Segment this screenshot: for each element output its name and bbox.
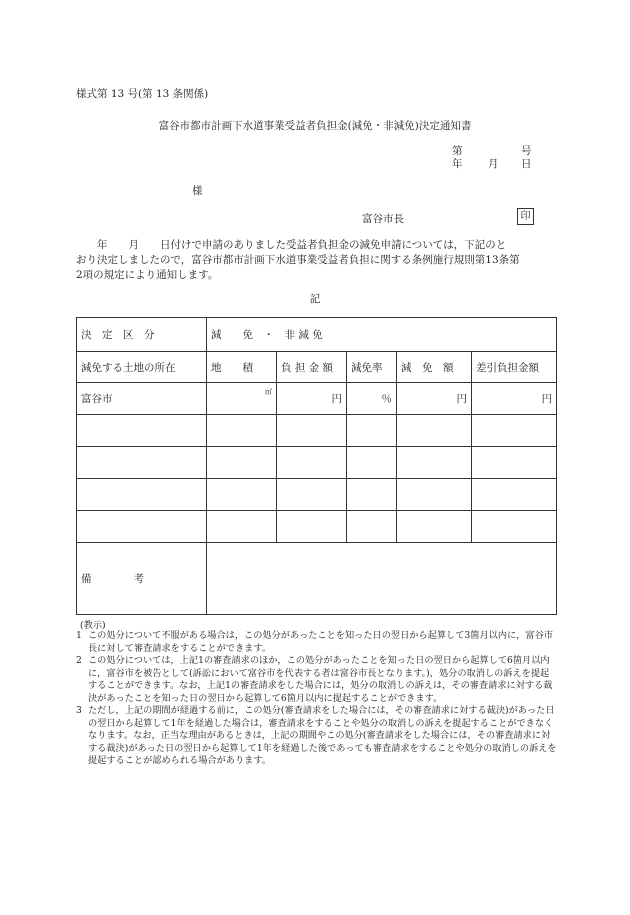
header-area: 地 積 [207,352,277,383]
rate-cell [347,479,397,511]
net-cell [472,479,557,511]
rate-cell [347,511,397,543]
amount-cell: 円 [277,383,347,415]
rate-cell [347,447,397,479]
table-row [77,479,557,511]
body-line-2: おり決定しましたので，富谷市都市計画下水道事業受益者負担に関する条例施行規則第13条第 [76,254,520,266]
decision-label-cell: 決 定 区 分 [77,318,207,352]
reduction-cell: 円 [397,383,472,415]
amount-cell [277,447,347,479]
rate-cell [347,415,397,447]
table-row [77,383,557,415]
table-row [77,415,557,447]
amount-cell [277,479,347,511]
number-suffix: 号 [521,145,532,157]
decision-value-cell: 減 免 ・ 非 減 免 [207,318,557,352]
amount-cell [277,511,347,543]
table-row [77,511,557,543]
remarks-label: 備 考 [77,543,207,615]
table-row [77,447,557,479]
net-cell [472,511,557,543]
sender: 富谷市長 [362,213,404,225]
location-cell: 富谷市 [77,383,207,415]
date-month: 月 [488,158,499,170]
note-text: この処分について不服がある場合は，この処分があったことを知った日の翌日から起算して3箇月以内に，富谷市長に対して審査請求をすることができます。 [88,630,553,654]
seal-box: 印 [517,208,534,225]
area-cell [207,415,277,447]
note-item [76,705,558,768]
decision-row [77,318,557,352]
area-cell [207,383,277,415]
net-cell [472,447,557,479]
reduction-cell [397,415,472,447]
note-item [76,655,558,705]
note-number: 3 [76,705,82,716]
reduction-cell [397,479,472,511]
body-text [76,238,558,283]
area-cell [207,479,277,511]
header-net: 差引負担金額 [472,352,557,383]
net-cell: 円 [472,383,557,415]
location-cell [77,415,207,447]
number-label: 第 [452,145,463,157]
document-title: 富谷市都市計画下水道事業受益者負担金(減免・非減免)決定通知書 [158,120,472,132]
addressee-suffix: 様 [192,185,203,197]
reduction-cell [397,511,472,543]
date-day: 日 [521,158,532,170]
header-amount: 負 担 金 額 [277,352,347,383]
ki-heading: 記 [309,293,321,305]
notes-list [76,630,558,768]
rate-cell: ％ [347,383,397,415]
net-cell [472,415,557,447]
area-cell [207,447,277,479]
remarks-row [77,543,557,615]
area-unit: ㎡ [265,387,272,396]
location-cell [77,511,207,543]
body-line-1: 年 月 日付けで申請のありました受益者負担金の減免申請については，下記のと [76,239,507,251]
location-cell [77,479,207,511]
note-text: この処分については，上記1の審査請求のほか，この処分があったことを知った日の翌日から起算して6箇月以内に，富谷市を被告として(訴訟において富谷市を代表する者は富谷市長となります。)，処分の取消しの訴えを提起することができます。なお，上記1の審査請求をした場合には，処分の取消しの訴えは，その審査請求に対する裁決があったことを知った日の翌日から起算して6箇月以内に提起することができます。 [88,655,553,704]
note-number: 2 [76,655,82,666]
note-number: 1 [76,630,82,641]
header-reduction: 減 免 額 [397,352,472,383]
body-line-3: 2項の規定により通知します。 [76,269,219,281]
notes-heading: (教示) [80,620,106,631]
header-rate: 減免率 [347,352,397,383]
header-location: 減免する土地の所在 [77,352,207,383]
decision-table [76,317,557,615]
remarks-cell [207,543,557,615]
area-cell [207,511,277,543]
note-text: ただし，上記の期間が経過する前に，この処分(審査請求をした場合には，その審査請求に対する裁決)があった日の翌日から起算して1年を経過した場合は，審査請求をすることや処分の取消しの訴えを提起することができなくなります。なお，正当な理由があるときは，上記の期間やこの処分(審査請求をした場合には，その審査請求に対する裁決)があった日の翌日から起算して1年を経過した後であっても審査請求をすることや処分の取消しの訴えを提起することが認められる場合があります。 [88,705,557,766]
location-cell [77,447,207,479]
amount-cell [277,415,347,447]
header-row [77,352,557,383]
note-item [76,630,558,655]
form-number: 様式第 13 号(第 13 条関係) [76,88,209,100]
date-year: 年 [452,158,463,170]
reduction-cell [397,447,472,479]
